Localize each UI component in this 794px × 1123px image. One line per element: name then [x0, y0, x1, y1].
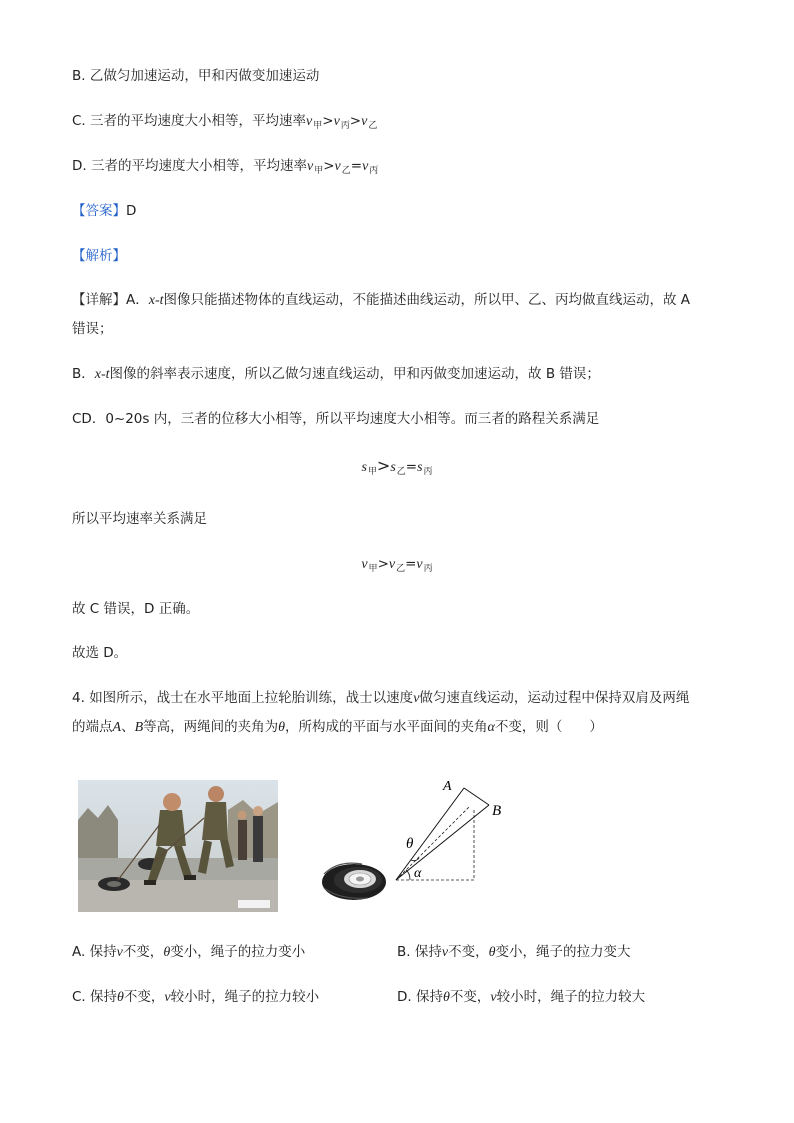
analysis-label: 【解析】	[72, 248, 126, 264]
tire-rope-diagram	[318, 774, 508, 902]
answer-label: 【答案】	[72, 203, 126, 219]
soldiers-training-photo	[78, 780, 278, 912]
formula-distance: $s_甲>s_乙=s_丙$	[361, 456, 433, 477]
detail-paragraph-a: 【详解】A．x-t图像只能描述物体的直线运动，不能描述曲线运动，所以甲、乙、丙均做直线运动，故 A 错误；	[72, 292, 691, 337]
detail-paragraph-cd: CD．0~20s 内，三者的位移大小相等，所以平均速度大小相等。而三者的路程关系满足	[72, 411, 600, 427]
question-4-stem: 4. 如图所示，战士在水平地面上拉轮胎训练，战士以速度v做匀速直线运动，运动过程中保持双肩及两绳 的端点A、B等高，两绳间的夹角为θ，所构成的平面与水平面间的夹角α不变，则（ ）	[72, 690, 690, 735]
detail-conclusion: 故 C 错误，D 正确。	[72, 601, 200, 617]
label-a: A	[443, 779, 452, 794]
label-b: B	[492, 803, 502, 819]
detail-so-text: 所以平均速率关系满足	[72, 511, 207, 527]
formula-speed: $v_甲>v_乙=v_丙$	[361, 556, 433, 574]
q4-option-b: B. 保持v不变，θ变小，绳子的拉力变大	[397, 944, 631, 960]
tire-icon	[322, 863, 386, 900]
option-d-prev: D. 三者的平均速度大小相等，平均速率$v_甲>v_乙=v_丙$	[72, 158, 379, 176]
label-alpha: α	[414, 866, 422, 881]
detail-choice: 故选 D。	[72, 645, 128, 661]
q4-option-d: D. 保持θ不变，v较小时，绳子的拉力较大	[397, 989, 646, 1005]
q4-option-c: C. 保持θ不变，v较小时，绳子的拉力较小	[72, 989, 320, 1005]
detail-paragraph-b: B．x-t图像的斜率表示速度，所以乙做匀速直线运动，甲和丙做变加速运动，故 B 错误；	[72, 366, 600, 382]
option-c-prev: C. 三者的平均速度大小相等，平均速率$v_甲>v_丙>v_乙$	[72, 113, 378, 131]
label-theta: θ	[406, 836, 414, 852]
answer-value: D	[126, 203, 137, 219]
option-b-prev: B. 乙做匀加速运动，甲和丙做变加速运动	[72, 68, 320, 84]
q4-option-a: A. 保持v不变，θ变小，绳子的拉力变小	[72, 944, 306, 960]
shoulder-line	[464, 788, 489, 805]
answer-line	[72, 201, 136, 221]
